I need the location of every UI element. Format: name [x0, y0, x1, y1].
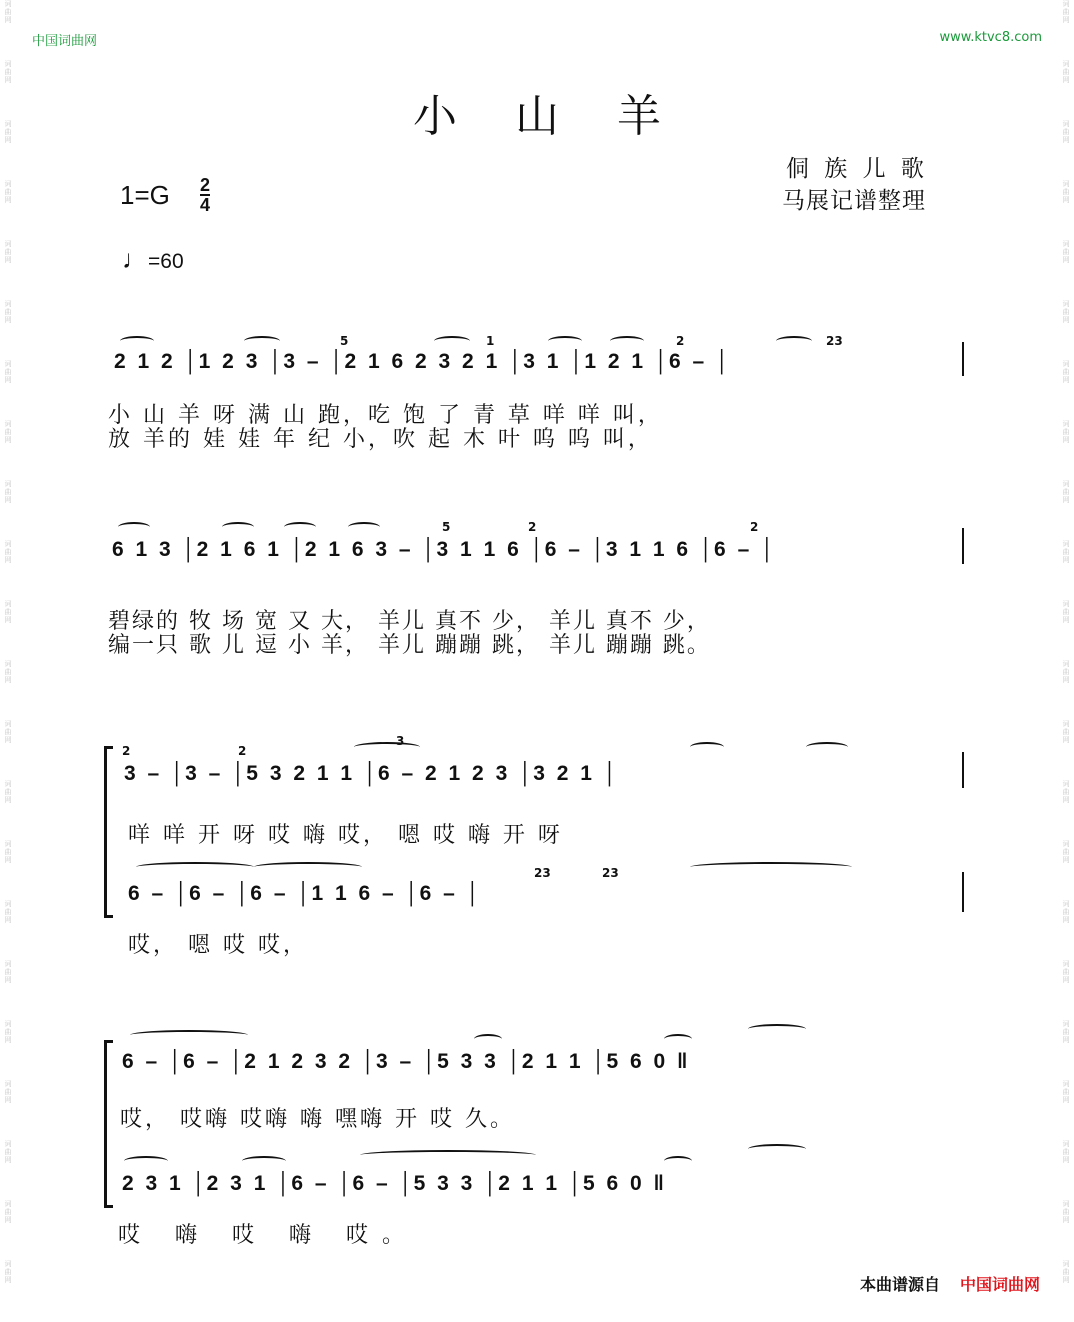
watermark-glyph-group [0, 780, 16, 840]
watermark-glyph: 网 [1062, 376, 1070, 384]
grace-note: 23 [826, 334, 843, 348]
watermark-glyph: 网 [4, 436, 12, 444]
watermark-glyph: 网 [1062, 1036, 1070, 1044]
watermark-glyph: 词 [4, 360, 12, 368]
watermark-glyph: 网 [4, 976, 12, 984]
time-signature-bottom: 4 [200, 195, 211, 215]
watermark-glyph: 词 [4, 120, 12, 128]
watermark-glyph: 词 [4, 240, 12, 248]
watermark-glyph: 曲 [1062, 1148, 1070, 1156]
watermark-glyph-group [0, 1080, 16, 1140]
notation-lower-3: 6 – │6 – │6 – │1 1 6 – │6 – │ [128, 882, 481, 905]
watermark-glyph: 词 [1062, 300, 1070, 308]
watermark-glyph: 网 [4, 1096, 12, 1104]
watermark-glyph: 曲 [4, 368, 12, 376]
watermark-glyph: 曲 [4, 1208, 12, 1216]
watermark-glyph: 词 [4, 900, 12, 908]
watermark-glyph-group [1058, 840, 1074, 900]
slur [748, 1024, 806, 1034]
watermark-glyph: 网 [1062, 976, 1070, 984]
lyrics-verse-2: 放 羊的 娃 娃 年 纪 小，吹 起 木 叶 呜 呜 叫， [108, 427, 653, 452]
site-url-right: www.ktvc8.com [939, 30, 1042, 45]
slur [806, 742, 848, 752]
watermark-glyph: 曲 [4, 1268, 12, 1276]
watermark-glyph: 词 [4, 300, 12, 308]
watermark-glyph-group [0, 1140, 16, 1200]
lyrics-lower-3: 哎， 嗯 哎 哎， [128, 933, 308, 958]
watermark-glyph-group [0, 540, 16, 600]
watermark-glyph: 曲 [1062, 668, 1070, 676]
watermark-glyph: 词 [4, 840, 12, 848]
slur [776, 336, 812, 346]
lyrics-upper-3: 咩 咩 开 呀 哎 嗨 哎， 嗯 哎 嗨 开 呀 [128, 823, 563, 848]
watermark-glyph-group [0, 900, 16, 960]
watermark-glyph: 词 [4, 960, 12, 968]
watermark-glyph: 词 [4, 540, 12, 548]
key-signature: 1=G [120, 180, 170, 210]
lyrics-verse-1: 碧绿的 牧 场 宽 又 大， 羊儿 真不 少， 羊儿 真不 少， [108, 609, 711, 634]
watermark-glyph: 网 [1062, 1276, 1070, 1284]
watermark-glyph: 词 [1062, 180, 1070, 188]
watermark-glyph: 词 [1062, 600, 1070, 608]
watermark-glyph: 词 [1062, 960, 1070, 968]
site-name-left: 中国词曲网 [32, 34, 98, 49]
slur [360, 1150, 536, 1160]
grace-note: 2 [122, 744, 131, 758]
watermark-glyph-group [1058, 900, 1074, 960]
slur [254, 862, 362, 872]
grace-note: 23 [602, 866, 619, 880]
system-bracket [104, 1040, 113, 1208]
credit-transcriber: 马展记谱整理 [782, 188, 926, 214]
barline [962, 872, 964, 912]
watermark-glyph-group [1058, 720, 1074, 780]
watermark-glyph-group [0, 480, 16, 540]
watermark-glyph: 词 [1062, 0, 1070, 8]
slur [118, 522, 150, 532]
grace-note: 2 [528, 520, 537, 534]
watermark-glyph: 词 [1062, 1260, 1070, 1268]
watermark-glyph: 网 [1062, 856, 1070, 864]
watermark-glyph: 词 [4, 1020, 12, 1028]
watermark-glyph: 网 [1062, 1216, 1070, 1224]
watermark-glyph: 曲 [1062, 608, 1070, 616]
watermark-glyph: 网 [4, 676, 12, 684]
song-title: 小山羊 [413, 91, 719, 142]
slur [242, 1156, 286, 1166]
watermark-glyph: 曲 [1062, 308, 1070, 316]
watermark-glyph-group [1058, 1260, 1074, 1320]
time-signature [200, 176, 210, 214]
watermark-glyph-group [0, 1260, 16, 1320]
watermark-glyph: 曲 [4, 608, 12, 616]
lyrics-lower-4: 哎 嗨 哎 嗨 哎。 [118, 1223, 418, 1248]
watermark-glyph: 网 [1062, 196, 1070, 204]
lyrics-verse-2: 编一只 歌 儿 逗 小 羊， 羊儿 蹦蹦 跳， 羊儿 蹦蹦 跳。 [108, 633, 711, 658]
watermark-glyph-group [1058, 240, 1074, 300]
watermark-glyph: 曲 [1062, 68, 1070, 76]
watermark-glyph: 曲 [4, 8, 12, 16]
watermark-glyph: 词 [1062, 1140, 1070, 1148]
credit-origin: 侗 族 儿 歌 [786, 156, 928, 182]
watermark-glyph: 网 [1062, 136, 1070, 144]
watermark-glyph: 曲 [4, 788, 12, 796]
watermark-glyph: 网 [4, 856, 12, 864]
watermark-glyph: 曲 [1062, 248, 1070, 256]
notation-line-2: 6 1 3 │2 1 6 1 │2 1 6 3 – │3 1 1 6 │6 – │3 1 1 6 │6 – │ [112, 538, 776, 561]
slur [136, 862, 254, 872]
slur [434, 336, 470, 346]
watermark-glyph: 曲 [1062, 548, 1070, 556]
watermark-glyph: 网 [1062, 316, 1070, 324]
watermark-glyph-group [0, 360, 16, 420]
watermark-glyph: 网 [1062, 616, 1070, 624]
watermark-glyph-group [1058, 600, 1074, 660]
watermark-glyph: 曲 [1062, 1088, 1070, 1096]
watermark-glyph: 网 [4, 1156, 12, 1164]
watermark-glyph-group [0, 720, 16, 780]
tempo-marking [122, 244, 184, 275]
watermark-glyph: 曲 [4, 908, 12, 916]
slur [474, 1034, 502, 1044]
slur [354, 742, 420, 752]
slur [284, 522, 316, 532]
watermark-glyph-group [1058, 960, 1074, 1020]
watermark-glyph: 曲 [1062, 8, 1070, 16]
watermark-glyph-group [1058, 0, 1074, 60]
watermark-glyph: 网 [1062, 736, 1070, 744]
watermark-glyph-group [1058, 1140, 1074, 1200]
watermark-glyph: 词 [4, 180, 12, 188]
grace-note: 23 [534, 866, 551, 880]
watermark-glyph: 网 [1062, 496, 1070, 504]
tempo-value: =60 [148, 250, 184, 273]
watermark-glyph: 曲 [4, 68, 12, 76]
watermark-glyph: 网 [4, 916, 12, 924]
slur [130, 1030, 248, 1040]
watermark-glyph: 网 [1062, 1156, 1070, 1164]
barline [962, 528, 964, 564]
slur [664, 1034, 692, 1044]
watermark-glyph: 曲 [4, 1028, 12, 1036]
grace-note: 5 [442, 520, 451, 534]
watermark-glyph: 词 [4, 480, 12, 488]
lyrics-upper-4: 哎， 哎嗨 哎嗨 嗨 嘿嗨 开 哎 久。 [120, 1107, 515, 1132]
watermark-glyph: 曲 [4, 188, 12, 196]
watermark-glyph-group [0, 0, 16, 60]
watermark-glyph: 网 [1062, 796, 1070, 804]
notation-upper-4: 6 – │6 – │2 1 2 3 2 │3 – │5 3 3 │2 1 1 │5 6 0 ‖ [122, 1050, 689, 1073]
watermark-glyph: 词 [4, 780, 12, 788]
watermark-glyph: 曲 [1062, 728, 1070, 736]
watermark-glyph: 词 [4, 420, 12, 428]
watermark-glyph: 曲 [4, 488, 12, 496]
watermark-glyph: 网 [1062, 256, 1070, 264]
footer-source-label: 本曲谱源自 [859, 1275, 940, 1294]
watermark-glyph: 网 [1062, 676, 1070, 684]
watermark-glyph: 网 [1062, 16, 1070, 24]
watermark-glyph-group [0, 600, 16, 660]
watermark-glyph-group [1058, 180, 1074, 240]
watermark-glyph: 词 [1062, 120, 1070, 128]
watermark-glyph: 曲 [1062, 1028, 1070, 1036]
slur [124, 1156, 168, 1166]
slur [690, 862, 852, 872]
watermark-glyph: 曲 [4, 668, 12, 676]
slur [222, 522, 254, 532]
barline [962, 752, 964, 788]
watermark-glyph-group [1058, 1020, 1074, 1080]
slur [690, 742, 724, 752]
watermark-glyph: 网 [1062, 76, 1070, 84]
slur [548, 336, 582, 346]
watermark-glyph: 网 [4, 736, 12, 744]
watermark-glyph: 曲 [4, 248, 12, 256]
watermark-glyph: 曲 [1062, 788, 1070, 796]
left-watermark-strip [0, 0, 16, 1322]
watermark-glyph: 曲 [1062, 368, 1070, 376]
notation-upper-3: 3 – │3 – │5 3 2 1 1 │6 – 2 1 2 3 │3 2 1 │ [124, 762, 618, 785]
watermark-glyph: 词 [1062, 60, 1070, 68]
watermark-glyph-group [0, 240, 16, 300]
watermark-glyph-group [0, 840, 16, 900]
grace-note: 2 [676, 334, 685, 348]
watermark-glyph: 词 [4, 600, 12, 608]
watermark-glyph-group [0, 420, 16, 480]
slur [120, 336, 154, 346]
slur [244, 336, 280, 346]
watermark-glyph: 曲 [4, 428, 12, 436]
watermark-glyph: 网 [4, 376, 12, 384]
watermark-glyph: 网 [4, 796, 12, 804]
watermark-glyph-group [1058, 540, 1074, 600]
watermark-glyph: 网 [4, 256, 12, 264]
grace-note: 5 [340, 334, 349, 348]
slur [748, 1144, 806, 1154]
grace-note: 1 [486, 334, 495, 348]
watermark-glyph: 网 [4, 1276, 12, 1284]
watermark-glyph: 网 [4, 496, 12, 504]
watermark-glyph: 网 [1062, 436, 1070, 444]
watermark-glyph: 曲 [4, 728, 12, 736]
right-watermark-strip [1058, 0, 1074, 1322]
watermark-glyph-group [1058, 300, 1074, 360]
notation-lower-4: 2 3 1 │2 3 1 │6 – │6 – │5 3 3 │2 1 1 │5 6 0 ‖ [122, 1172, 665, 1195]
watermark-glyph: 曲 [4, 308, 12, 316]
watermark-glyph: 曲 [1062, 1268, 1070, 1276]
watermark-glyph: 网 [4, 1036, 12, 1044]
watermark-glyph: 曲 [1062, 488, 1070, 496]
watermark-glyph-group [1058, 360, 1074, 420]
slur [348, 522, 380, 532]
watermark-glyph: 网 [4, 616, 12, 624]
system-bracket [104, 746, 113, 918]
watermark-glyph: 词 [4, 1260, 12, 1268]
watermark-glyph: 词 [4, 1200, 12, 1208]
watermark-glyph: 曲 [1062, 128, 1070, 136]
watermark-glyph: 网 [4, 16, 12, 24]
watermark-glyph-group [0, 300, 16, 360]
watermark-glyph: 网 [4, 76, 12, 84]
watermark-glyph-group [1058, 780, 1074, 840]
watermark-glyph-group [0, 960, 16, 1020]
watermark-glyph: 词 [4, 0, 12, 8]
watermark-glyph: 曲 [4, 1148, 12, 1156]
watermark-glyph-group [1058, 420, 1074, 480]
watermark-glyph: 网 [4, 136, 12, 144]
watermark-glyph: 词 [1062, 720, 1070, 728]
watermark-glyph: 曲 [1062, 968, 1070, 976]
watermark-glyph: 词 [1062, 480, 1070, 488]
watermark-glyph: 曲 [4, 128, 12, 136]
watermark-glyph: 曲 [1062, 848, 1070, 856]
watermark-glyph: 词 [1062, 540, 1070, 548]
watermark-glyph: 曲 [4, 848, 12, 856]
barline [962, 342, 964, 376]
watermark-glyph-group [1058, 1080, 1074, 1140]
watermark-glyph: 网 [1062, 1096, 1070, 1104]
watermark-glyph-group [0, 1020, 16, 1080]
watermark-glyph: 词 [1062, 840, 1070, 848]
watermark-glyph: 网 [4, 556, 12, 564]
watermark-glyph: 曲 [1062, 188, 1070, 196]
watermark-glyph: 曲 [1062, 1208, 1070, 1216]
watermark-glyph: 曲 [4, 548, 12, 556]
watermark-glyph: 曲 [4, 1088, 12, 1096]
slur [610, 336, 644, 346]
watermark-glyph: 曲 [1062, 908, 1070, 916]
footer-source [860, 1272, 1040, 1295]
grace-note: 2 [750, 520, 759, 534]
slur [664, 1156, 692, 1166]
watermark-glyph: 网 [4, 196, 12, 204]
watermark-glyph: 网 [1062, 916, 1070, 924]
watermark-glyph: 词 [4, 1140, 12, 1148]
grace-note: 2 [238, 744, 247, 758]
watermark-glyph: 词 [1062, 1200, 1070, 1208]
watermark-glyph-group [1058, 1200, 1074, 1260]
watermark-glyph-group [0, 1200, 16, 1260]
watermark-glyph: 词 [4, 60, 12, 68]
watermark-glyph-group [1058, 480, 1074, 540]
watermark-glyph: 词 [4, 660, 12, 668]
watermark-glyph: 词 [1062, 1020, 1070, 1028]
watermark-glyph-group [0, 660, 16, 720]
notation-line-1: 2 1 2 │1 2 3 │3 – │2 1 6 2 3 2 1 │3 1 │1 2 1 │6 – │ [114, 350, 731, 373]
watermark-glyph: 词 [1062, 660, 1070, 668]
watermark-glyph: 词 [1062, 780, 1070, 788]
footer-brand: 中国词曲网 [959, 1275, 1040, 1294]
watermark-glyph: 词 [1062, 420, 1070, 428]
lyrics-verse-1: 小 山 羊 呀 满 山 跑，吃 饱 了 青 草 咩 咩 叫， [108, 403, 663, 428]
watermark-glyph: 曲 [4, 968, 12, 976]
watermark-glyph: 词 [4, 720, 12, 728]
watermark-glyph: 词 [4, 1080, 12, 1088]
watermark-glyph: 词 [1062, 900, 1070, 908]
watermark-glyph-group [0, 180, 16, 240]
watermark-glyph-group [1058, 660, 1074, 720]
watermark-glyph: 网 [1062, 556, 1070, 564]
grace-note: 3 [396, 734, 405, 748]
watermark-glyph: 词 [1062, 360, 1070, 368]
watermark-glyph: 网 [4, 1216, 12, 1224]
watermark-glyph: 网 [4, 316, 12, 324]
watermark-glyph: 曲 [1062, 428, 1070, 436]
time-signature-top: 2 [200, 175, 211, 195]
watermark-glyph: 词 [1062, 1080, 1070, 1088]
quarter-note-icon: ♩ [122, 244, 148, 274]
watermark-glyph: 词 [1062, 240, 1070, 248]
